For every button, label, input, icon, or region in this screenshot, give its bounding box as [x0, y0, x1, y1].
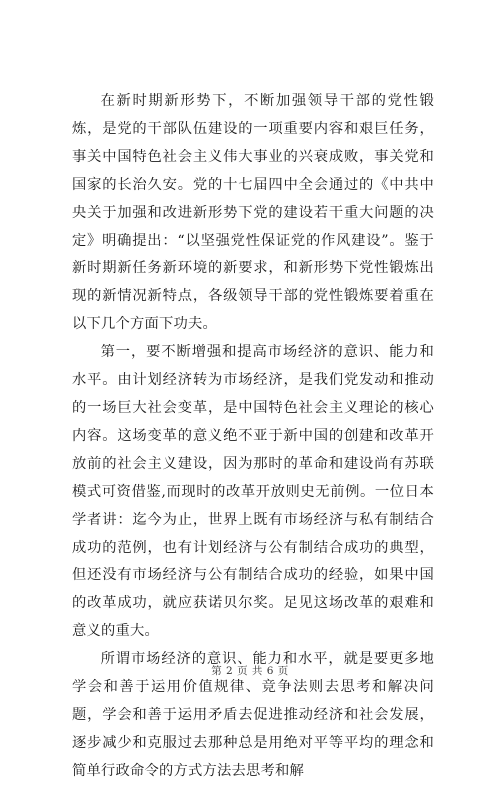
paragraph-market-economy: 所谓市场经济的意识、能力和水平，就是要更多地学会和善于运用价值规律、竞争法则去思考和解决问题，学会和善于运用矛盾去促进推动经济和社会发展，逐步减少和克服过去那种总是用绝对平等平均的理念和简单行政命令的方式方法去思考和解	[72, 651, 434, 779]
paragraph-intro: 在新时期新形势下，不断加强领导干部的党性锻炼，是党的干部队伍建设的一项重要内容和艰巨任务，事关中国特色社会主义伟大事业的兴衰成败，事关党和国家的长治久安。党的十七届四中全会通过的《中共中央关于加强和改进新形势下党的建设若干重大问题的决定》明确提出：“以坚强党性保证党的作风建设”。鉴于新时期新任务新环境的新要求，和新形势下党性锻炼出现的新情况新特点，各级领导干部的党性锻炼要着重在以下几个方面下功夫。	[72, 93, 434, 333]
paragraph-first-point: 第一，要不断增强和提高市场经济的意识、能力和水平。由计划经济转为市场经济，是我们党发动和推动的一场巨大社会变革，是中国特色社会主义理论的核心内容。这场变革的意义绝不亚于新中国的创建和改革开放前的社会主义建设，因为那时的革命和建设尚有苏联模式可资借鉴,而现时的改革开放则史无前例。一位日本学者讲：迄今为止，世界上既有市场经济与私有制结合成功的范例，也有计划经济与公有制结合成功的典型，但还没有市场经济与公有制结合成功的经验，如果中国的改革成功，就应获诺贝尔奖。足见这场改革的艰难和意义的重大。	[72, 344, 434, 640]
page-number-footer: 第 2 页 共 6 页	[211, 665, 289, 677]
document-body	[72, 88, 434, 786]
